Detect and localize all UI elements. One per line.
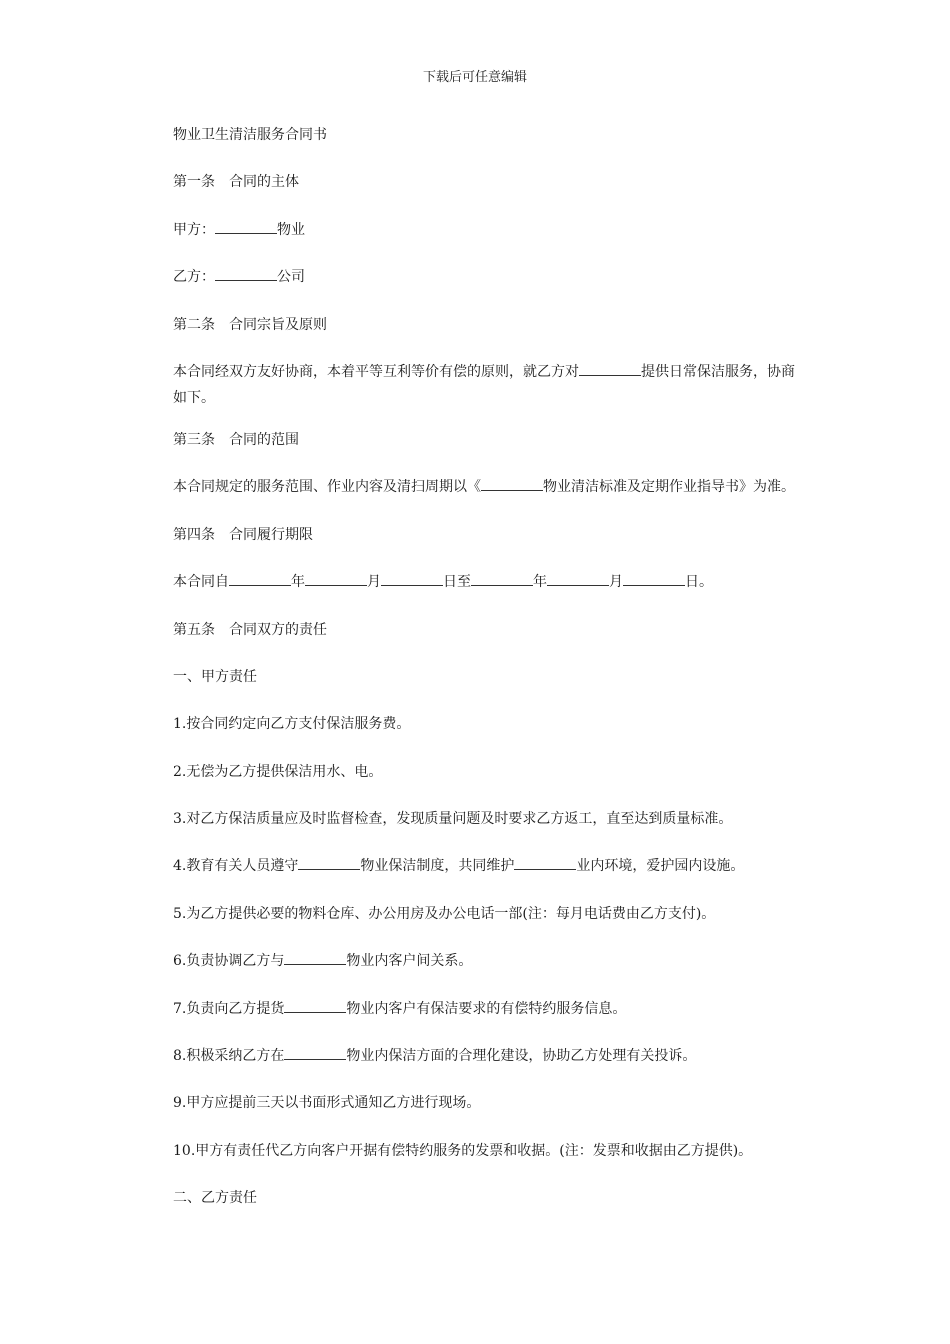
paragraph-text: 提供日常保洁服务，协商如下。 <box>173 363 795 406</box>
blank-field[interactable] <box>284 1045 346 1060</box>
article-2-heading <box>173 314 805 361</box>
blank-field[interactable] <box>481 476 543 491</box>
blank-field[interactable] <box>284 950 346 965</box>
article-number: 第一条 <box>173 174 215 191</box>
article-number: 第五条 <box>173 621 215 638</box>
list-item: 2.无偿为乙方提供保洁用水、电。 <box>173 763 383 780</box>
item-text: 7.负责向乙方提货 <box>173 1000 285 1017</box>
list-item <box>173 998 805 1045</box>
paragraph-text: 年 <box>291 574 305 591</box>
party-a-suffix: 物业 <box>277 221 305 238</box>
list-item: 1.按合同约定向乙方支付保洁服务费。 <box>173 716 411 733</box>
list-item: 10.甲方有责任代乙方向客户开据有偿特约服务的发票和收据。(注：发票和收据由乙方提供)。 <box>173 1142 753 1159</box>
article-3-paragraph <box>173 476 805 523</box>
article-title: 合同双方的责任 <box>229 621 327 638</box>
article-number: 第三条 <box>173 431 215 448</box>
item-text: 物业内客户间关系。 <box>346 953 473 970</box>
blank-field[interactable] <box>229 571 291 586</box>
section-party-a: 一、甲方责任 <box>173 668 257 685</box>
article-number: 第二条 <box>173 316 215 333</box>
blank-field[interactable] <box>381 571 443 586</box>
article-title: 合同履行期限 <box>229 526 313 543</box>
article-4-heading <box>173 524 805 571</box>
paragraph-text: 年 <box>533 574 547 591</box>
article-number: 第四条 <box>173 526 215 543</box>
item-text: 6.负责协调乙方与 <box>173 953 285 970</box>
section-party-b: 二、乙方责任 <box>173 1190 257 1207</box>
article-2-paragraph <box>173 359 805 411</box>
item-text: 业内环境，爱护园内设施。 <box>576 858 745 875</box>
blank-field[interactable] <box>623 571 685 586</box>
list-item: 3.对乙方保洁质量应及时监督检查，发现质量问题及时要求乙方返工，直至达到质量标准。 <box>173 811 733 828</box>
article-4-paragraph <box>173 571 805 618</box>
article-5-heading <box>173 619 805 666</box>
article-1-heading <box>173 171 805 218</box>
paragraph-text: 本合同规定的服务范围、作业内容及清扫周期以《 <box>173 479 481 496</box>
blank-field[interactable] <box>284 998 346 1013</box>
item-text: 物业保洁制度，共同维护 <box>360 858 515 875</box>
paragraph-text: 月 <box>367 574 381 591</box>
list-item: 9.甲方应提前三天以书面形式通知乙方进行现场。 <box>173 1095 481 1112</box>
list-item <box>173 1045 805 1092</box>
blank-field[interactable] <box>305 571 367 586</box>
article-title: 合同的范围 <box>229 431 299 448</box>
contract-body <box>173 124 805 1235</box>
item-text: 物业内客户有保洁要求的有偿特约服务信息。 <box>346 1000 627 1017</box>
paragraph-text: 日。 <box>685 574 713 591</box>
party-a-label: 甲方： <box>173 221 215 238</box>
party-b-label: 乙方： <box>173 269 215 286</box>
item-text: 4.教育有关人员遵守 <box>173 858 299 875</box>
blank-field[interactable] <box>471 571 533 586</box>
blank-field[interactable] <box>514 855 576 870</box>
blank-field[interactable] <box>298 855 360 870</box>
article-3-heading <box>173 429 805 476</box>
blank-field[interactable] <box>547 571 609 586</box>
list-item: 5.为乙方提供必要的物料仓库、办公用房及办公电话一部(注：每月电话费由乙方支付)。 <box>173 905 716 922</box>
item-text: 物业内保洁方面的合理化建设，协助乙方处理有关投诉。 <box>346 1048 697 1065</box>
paragraph-text: 物业清洁标准及定期作业指导书》为准。 <box>543 479 795 496</box>
blank-field[interactable] <box>579 361 641 376</box>
party-b-suffix: 公司 <box>277 269 305 286</box>
article-title: 合同的主体 <box>229 174 299 191</box>
item-text: 8.积极采纳乙方在 <box>173 1048 285 1065</box>
paragraph-text: 日至 <box>443 574 471 591</box>
blank-field[interactable] <box>215 219 277 234</box>
list-item <box>173 950 805 997</box>
page-header: 下载后可任意编辑 <box>422 70 527 85</box>
list-item <box>173 855 805 902</box>
article-title: 合同宗旨及原则 <box>229 316 327 333</box>
paragraph-text: 月 <box>609 574 623 591</box>
party-a-line <box>173 219 805 266</box>
party-b-line <box>173 266 805 313</box>
paragraph-text: 本合同经双方友好协商，本着平等互利等价有偿的原则，就乙方对 <box>173 363 579 380</box>
paragraph-text: 本合同自 <box>173 574 229 591</box>
blank-field[interactable] <box>215 266 277 281</box>
contract-title: 物业卫生清洁服务合同书 <box>173 127 327 143</box>
